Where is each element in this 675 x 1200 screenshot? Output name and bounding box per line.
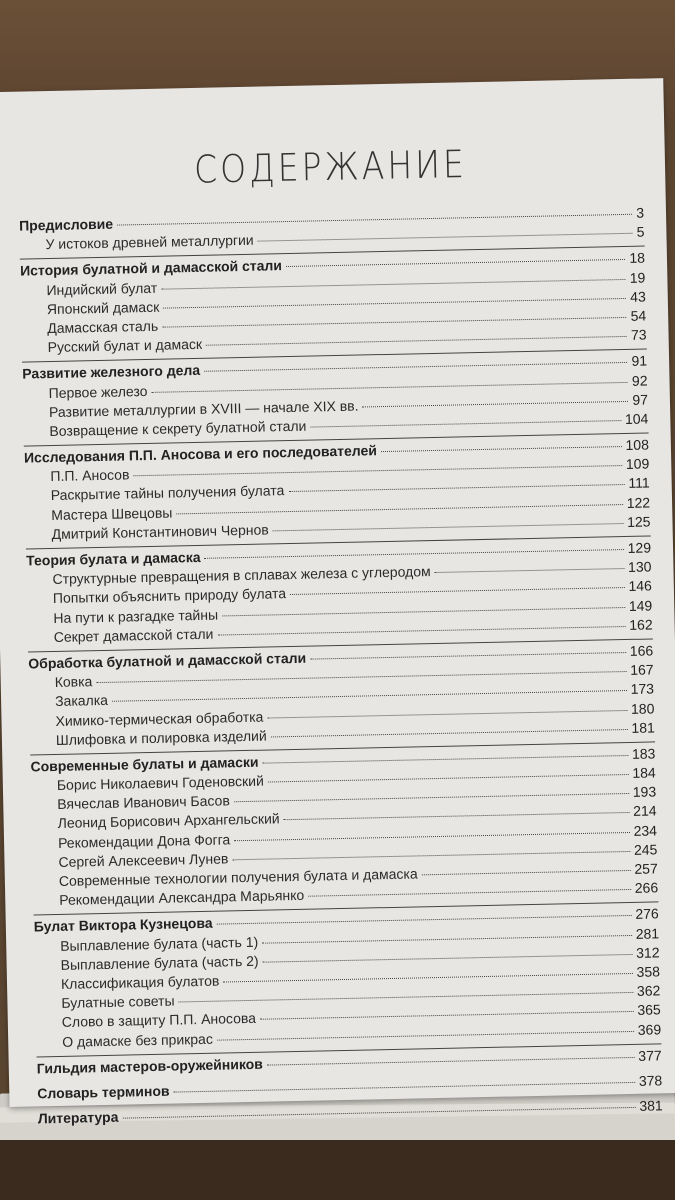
toc-page-number: 365: [637, 1001, 661, 1019]
toc-section: [22, 349, 649, 442]
toc-entry-title: Закалка: [54, 692, 109, 710]
toc-page-number: 184: [632, 764, 656, 781]
toc-section: [26, 535, 653, 647]
toc-page-number: 312: [635, 944, 660, 961]
toc-entry-title: Булат Виктора Кузнецова: [33, 915, 213, 935]
toc-page-number: 129: [627, 539, 652, 556]
dot-leader: [435, 568, 624, 573]
dot-leader: [234, 793, 629, 802]
toc-entry-title: Попытки объяснить природу булата: [52, 585, 287, 607]
toc-page-number: 130: [627, 558, 652, 576]
toc-entry-title: Раскрытие тайны получения булата: [50, 482, 285, 504]
dot-leader: [217, 626, 625, 636]
dot-leader: [205, 549, 624, 559]
toc-entry-title: Русский булат и дамаск: [47, 335, 203, 356]
dot-leader: [176, 504, 622, 514]
toc-page-number: 149: [628, 597, 653, 614]
dot-leader: [217, 915, 632, 925]
dot-leader: [286, 259, 625, 267]
dot-leader: [260, 1011, 633, 1020]
dot-leader: [206, 336, 627, 346]
toc-page-number: 19: [629, 269, 646, 286]
toc-page-number: 266: [634, 879, 659, 897]
dot-leader: [271, 729, 628, 737]
book-page: [0, 78, 675, 1127]
toc-section: [30, 741, 658, 911]
dot-leader: [232, 851, 630, 860]
toc-page-number: 193: [632, 783, 657, 801]
toc-entry-title: Возвращение к секрету булатной стали: [49, 417, 307, 439]
toc-entry-title: Обработка булатной и дамасской стали: [28, 649, 307, 672]
dot-leader: [133, 465, 622, 476]
toc-page-number: 92: [631, 372, 648, 389]
toc-page-number: 111: [628, 474, 650, 492]
toc-entry-title: Мастера Швецовы: [51, 504, 173, 523]
table-surface: [0, 1140, 675, 1200]
toc-page-number: 377: [638, 1047, 662, 1064]
dot-leader: [288, 484, 624, 492]
dot-leader: [267, 710, 627, 719]
toc-entry-title: Химико-термическая обработка: [55, 708, 264, 729]
toc-page-number: 109: [625, 455, 650, 473]
dot-leader: [268, 774, 629, 783]
page-title: СОДЕРЖАНИЕ: [193, 141, 468, 192]
toc-entry-title: Гильдия мастеров-оружейников: [36, 1055, 263, 1077]
toc-entry-title: Дмитрий Константинович Чернов: [51, 521, 269, 542]
toc-entry-title: Классификация булатов: [60, 972, 220, 992]
dot-leader: [234, 832, 629, 841]
toc-entry-title: Булатные советы: [61, 992, 175, 1012]
toc-section: [24, 433, 651, 545]
dot-leader: [222, 607, 625, 616]
dot-leader: [162, 317, 626, 328]
toc-page-number: 180: [630, 699, 655, 717]
toc-section: [28, 638, 655, 750]
toc-entry-title: Индийский булат: [46, 279, 158, 298]
toc-page-number: 214: [633, 802, 657, 820]
toc-entry-title: Литература: [37, 1108, 119, 1127]
toc-entry-title: Слово в защиту П.П. Аносова: [61, 1010, 257, 1031]
toc-entry-title: Дамасская сталь: [47, 317, 159, 336]
toc-entry-title: Рекомендации Дона Фогга: [57, 830, 231, 851]
toc-page-number: 234: [633, 822, 658, 839]
toc-page-number: 281: [635, 924, 660, 942]
toc-page-number: 18: [629, 249, 646, 267]
toc-page-number: 146: [628, 577, 652, 595]
toc-page-number: 162: [629, 616, 653, 633]
toc-page-number: 362: [636, 982, 661, 999]
dot-leader: [258, 233, 633, 242]
toc-page-number: 276: [635, 905, 659, 923]
toc-entry-title: Сергей Алексеевич Лунев: [58, 850, 229, 870]
dot-leader: [284, 812, 630, 820]
toc-entry-title: Секрет дамасской стали: [53, 625, 214, 645]
dot-leader: [273, 523, 623, 531]
toc-entry-title: Развитие металлургии в XVIII — начале XIX вв.: [48, 397, 359, 420]
dot-leader: [204, 362, 627, 372]
toc-entry-title: Вячеслав Иванович Басов: [57, 792, 230, 813]
toc-entry-title: Выплавление булата (часть 1): [60, 933, 259, 954]
toc-page-number: 166: [629, 642, 654, 659]
dot-leader: [308, 889, 631, 897]
toc-entry-title: История булатной и дамасской стали: [19, 257, 283, 279]
toc-entry-title: Исследования П.П. Аносова и его последователей: [23, 442, 378, 466]
dot-leader: [122, 1107, 635, 1119]
toc-entry-title: Шлифовка и полировка изделий: [55, 727, 267, 748]
toc-page-number: 181: [631, 719, 655, 736]
dot-leader: [381, 446, 622, 452]
dot-leader: [179, 992, 633, 1003]
toc-page-number: 381: [639, 1097, 663, 1114]
toc-page-number: 5: [636, 223, 645, 240]
toc-entry-title: Японский дамаск: [46, 298, 160, 317]
dot-leader: [174, 1082, 635, 1093]
toc-page-number: 3: [636, 204, 645, 221]
dot-leader: [163, 298, 626, 309]
dot-leader: [262, 935, 632, 944]
toc-entry-title: Структурные превращения в сплавах железа с углеродом: [52, 563, 431, 588]
toc-page-number: 167: [630, 661, 654, 679]
toc-entry-title: Предисловие: [18, 215, 114, 234]
toc-page-number: 125: [626, 513, 651, 530]
toc-page-number: 245: [633, 841, 658, 858]
toc-entry-title: О дамаске без прикрас: [62, 1030, 214, 1050]
dot-leader: [161, 278, 626, 289]
toc-page-number: 369: [637, 1020, 662, 1038]
dot-leader: [310, 652, 626, 660]
toc-entry-title: Теория булата и дамаска: [25, 548, 201, 569]
toc-page-number: 43: [630, 288, 646, 305]
toc-page-number: 73: [630, 326, 647, 343]
toc-entry-title: Борис Николаевич Годеновский: [56, 772, 264, 794]
toc-page-number: 97: [632, 391, 649, 408]
toc-page-number: 358: [636, 963, 661, 980]
toc-entry-title: П.П. Аносов: [50, 466, 130, 485]
toc-page-number: 108: [625, 436, 650, 454]
toc-section: [20, 246, 647, 358]
toc-entry-title: Рекомендации Александра Марьянко: [59, 886, 305, 909]
toc-entry-title: Первое железо: [48, 382, 148, 401]
toc-page-number: 183: [631, 745, 656, 762]
dot-leader: [263, 954, 633, 963]
dot-leader: [290, 587, 624, 595]
dot-leader: [223, 973, 632, 983]
toc-entry-title: Ковка: [54, 673, 93, 691]
toc-page-number: 378: [638, 1072, 663, 1089]
toc-entry-title: Современные технологии получения булата и дамаска: [58, 865, 418, 889]
dot-leader: [217, 1030, 634, 1040]
dot-leader: [267, 1057, 635, 1066]
table-of-contents: [19, 202, 663, 1133]
toc-entry-title: У истоков древней металлургии: [45, 231, 254, 253]
toc-page-number: 54: [630, 307, 647, 324]
toc-page-number: 91: [631, 352, 648, 370]
toc-entry-title: Выплавление булата (часть 2): [60, 952, 259, 973]
toc-entry-title: Словарь терминов: [37, 1082, 170, 1102]
dot-leader: [263, 755, 628, 764]
toc-page-number: 173: [630, 680, 655, 698]
toc-entry-title: Развитие железного дела: [22, 362, 201, 382]
toc-section: [34, 902, 662, 1052]
dot-leader: [310, 420, 621, 428]
toc-entry-title: На пути к разгадке тайны: [53, 606, 219, 626]
toc-entry-title: Леонид Борисович Архангельский: [57, 810, 280, 832]
toc-entry-title: Современные булаты и дамаски: [30, 753, 259, 775]
toc-page-number: 257: [634, 860, 658, 877]
toc-page-number: 122: [626, 494, 651, 511]
dot-leader: [422, 870, 631, 875]
page-content: [16, 79, 663, 1127]
toc-page-number: 104: [624, 410, 649, 427]
dot-leader: [362, 401, 628, 408]
dot-leader: [151, 381, 628, 392]
